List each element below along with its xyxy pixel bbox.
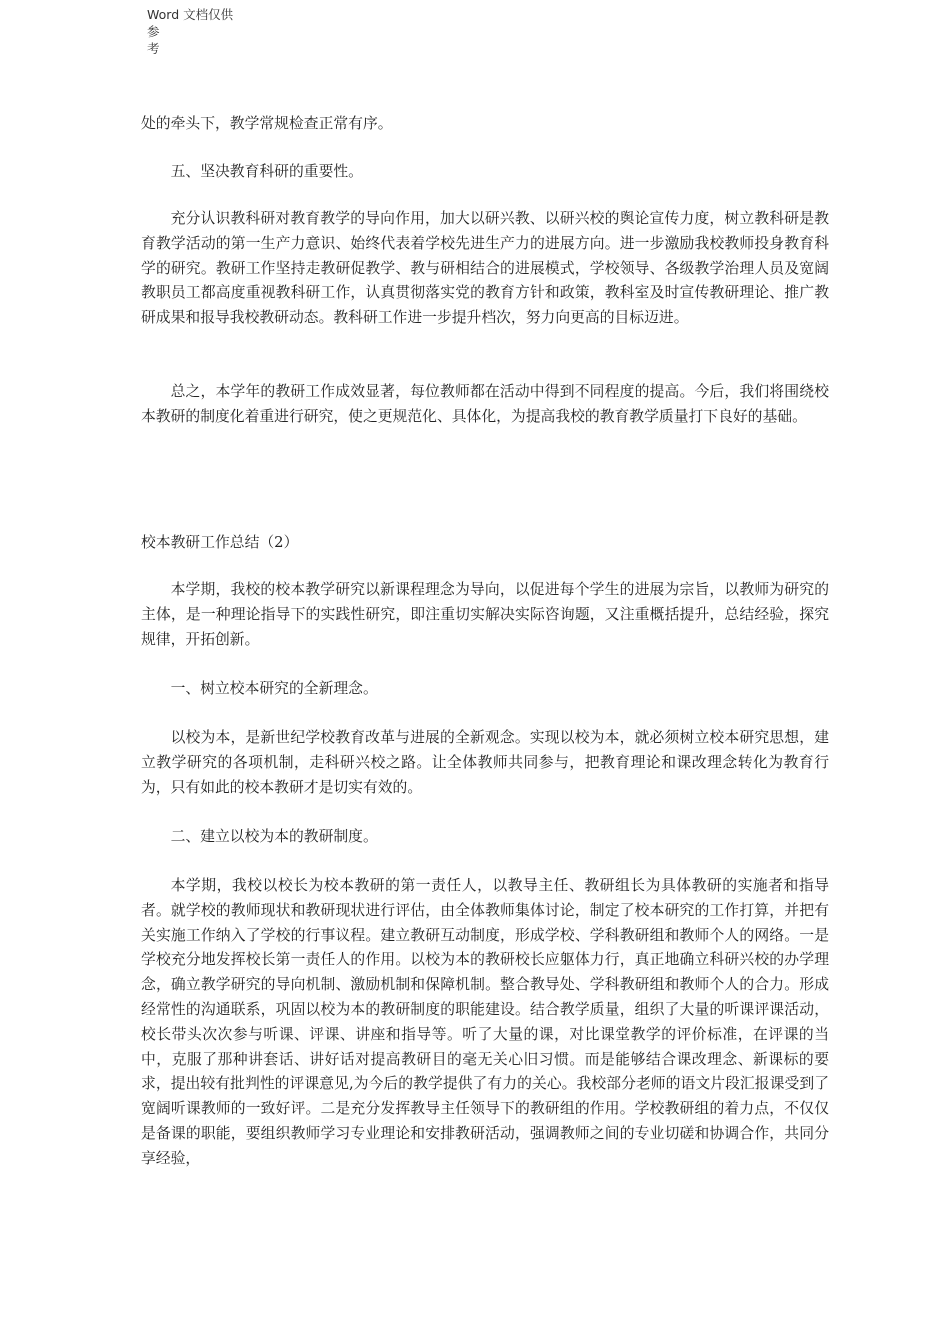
section-heading-1: 一、树立校本研究的全新理念。 [170,680,378,697]
paragraph-conclusion: 总之，本学年的教研工作成效显著，每位教师都在活动中得到不同程度的提高。今后，我们将围绕校本教研的制度化着重进行研究，使之更规范化、具体化，为提高我校的教育教学质量打下良好的基础。 [141,383,829,425]
paragraph-continuation: 处的牵头下，教学常规检查正常有序。 [141,115,393,132]
paragraph-research-system: 本学期，我校以校长为校本教研的第一责任人，以教导主任、教研组长为具体教研的实施者和指导者。就学校的教师现状和教研现状进行评估，由全体教师集体讨论，制定了校本研究的工作打算，并把有关实施工作纳入了学校的行事议程。建立教研互动制度，形成学校、学科教研组和教师个人的网络。一是学校充分地发挥校长第一责任人的作用。以校为本的教研校长应躯体力行，真正地确立科研兴校的办学理念，确立教学研究的导向机制、激励机制和保障机制。整合教导处、学科教研组和教师个人的合力。形成经常性的沟通联系，巩固以校为本的教研制度的职能建设。结合教学质量，组织了大量的听课评课活动，校长带头次次参与听课、评课、讲座和指导等。听了大量的课，对比课堂教学的评价标准，在评课的当中，克服了那种讲套话、讲好话对提高教研目的毫无关心旧习惯。而是能够结合课改理念、新课标的要求，提出较有批判性的评课意见,为今后的教学提供了有力的关心。我校部分老师的语文片段汇报课受到了宽阔听课教师的一致好评。二是充分发挥教导主任领导下的教研组的作用。学校教研组的着力点，不仅仅是备课的职能，要组织教师学习专业理论和安排教研活动，强调教师之间的专业切磋和协调合作，共同分享经验， [141,877,829,1167]
header-line-1: Word 文档仅供参 [147,7,234,39]
paragraph-intro: 本学期，我校的校本教学研究以新课程理念为导向，以促进每个学生的进展为宗旨，以教师为研究的主体，是一种理论指导下的实践性研究，即注重切实解决实际咨询题，又注重概括提升，总结经验，探究规律，开拓创新。 [141,581,829,648]
paragraph-research-importance: 充分认识教科研对教育教学的导向作用，加大以研兴教、以研兴校的舆论宣传力度，树立教科研是教育教学活动的第一生产力意识、始终代表着学校先进生产力的进展方向。进一步激励我校教师投身教育科学的研究。教研工作坚持走教研促教学、教与研相结合的进展模式，学校领导、各级教学治理人员及宽阔教职员工都高度重视教科研工作，认真贯彻落实党的教育方针和政策，教科室及时宣传教研理论、推广教研成果和报导我校教研动态。教科研工作进一步提升档次，努力向更高的目标迈进。 [141,210,829,327]
section-heading-2: 二、建立以校为本的教研制度。 [170,828,378,845]
document-title-2: 校本教研工作总结（2） [141,534,299,551]
document-header [147,6,237,57]
paragraph-school-based: 以校为本，是新世纪学校教育改革与进展的全新观念。实现以校为本，就必须树立校本研究思想，建立教学研究的各项机制，走科研兴校之路。让全体教师共同参与，把教育理论和课改理念转化为教育行为，只有如此的校本教研才是切实有效的。 [141,729,829,796]
header-line-2: 考 [147,41,160,56]
section-heading-5: 五、坚决教育科研的重要性。 [170,163,363,180]
